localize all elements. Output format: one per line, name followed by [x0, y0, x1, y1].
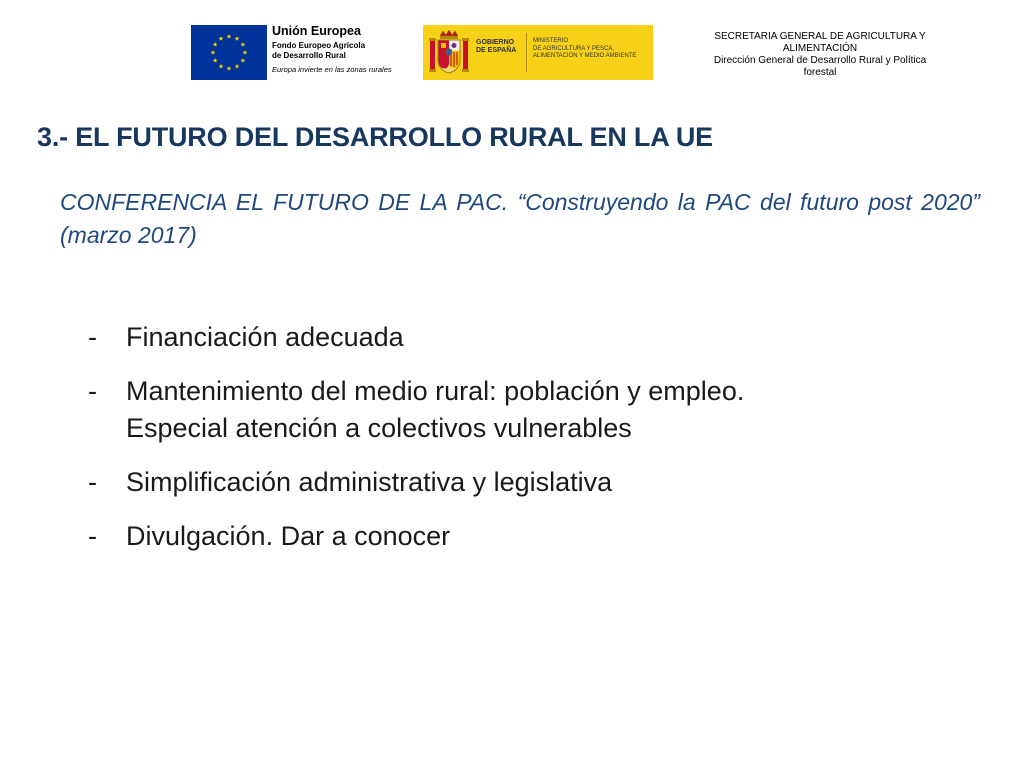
eu-fund-line1: Fondo Europeo Agrícola	[272, 41, 366, 50]
bullet-dash: -	[88, 376, 97, 406]
ministry-line3: ALIMENTACIÓN Y MEDIO AMBIENTE	[533, 53, 637, 59]
eu-star-icon	[235, 64, 240, 69]
list-item	[88, 373, 748, 447]
list-item	[88, 518, 748, 555]
eu-star-icon	[219, 36, 224, 41]
spain-government-logo	[423, 25, 653, 80]
bullet-list	[88, 319, 748, 572]
eu-stars	[191, 25, 267, 80]
bullet-dash: -	[88, 467, 97, 497]
ministry-line2: DE AGRICULTURA Y PESCA,	[533, 45, 615, 52]
eu-star-icon	[227, 34, 232, 39]
header-organization	[700, 31, 940, 79]
eu-motto: Europa invierte en las zonas rurales	[272, 65, 392, 74]
slide-title: 3.- EL FUTURO DEL DESARROLLO RURAL EN LA UE	[37, 122, 713, 152]
eu-logo-title: Unión Europea	[272, 24, 361, 38]
spain-gob-line2: DE ESPAÑA	[476, 47, 517, 54]
bullet-dash: -	[88, 521, 97, 551]
list-item-text: Mantenimiento del medio rural: población y empleo. Especial atención a colectivos vulnerables	[126, 376, 745, 443]
ministry-line1: MINISTERIO	[533, 38, 569, 44]
list-item	[88, 464, 748, 501]
bullet-dash: -	[88, 322, 97, 352]
header-line2: ALIMENTACIÓN	[782, 43, 858, 54]
list-item	[88, 319, 748, 356]
eu-star-icon	[213, 58, 218, 63]
eu-star-icon	[227, 66, 232, 71]
header-line4: forestal	[803, 67, 837, 78]
spain-government-label	[476, 39, 536, 55]
header-line3: Dirección General de Desarrollo Rural y Política	[713, 55, 927, 66]
eu-star-icon	[240, 58, 245, 63]
eu-flag-icon	[191, 25, 267, 80]
eu-star-icon	[243, 50, 248, 55]
spain-coat-of-arms-icon	[429, 30, 469, 75]
eu-star-icon	[211, 50, 216, 55]
eu-star-icon	[219, 64, 224, 69]
spain-logo-divider	[526, 33, 527, 72]
conference-subtitle: CONFERENCIA EL FUTURO DE LA PAC. “Construyendo la PAC del futuro post 2020” (marzo 2017)	[60, 189, 980, 248]
spain-gob-line1: GOBIERNO	[476, 39, 515, 46]
ministry-label	[533, 38, 651, 61]
eu-star-icon	[213, 42, 218, 47]
eu-logo	[191, 24, 401, 81]
list-item-text: Divulgación. Dar a conocer	[126, 521, 451, 551]
list-item-text: Financiación adecuada	[126, 322, 404, 352]
eu-star-icon	[240, 42, 245, 47]
eu-fund-line2: de Desarrollo Rural	[272, 51, 346, 60]
header-line1: SECRETARIA GENERAL DE AGRICULTURA Y	[714, 31, 926, 42]
list-item-text: Simplificación administrativa y legislativa	[126, 467, 613, 497]
eu-logo-text	[272, 24, 404, 75]
eu-star-icon	[235, 36, 240, 41]
